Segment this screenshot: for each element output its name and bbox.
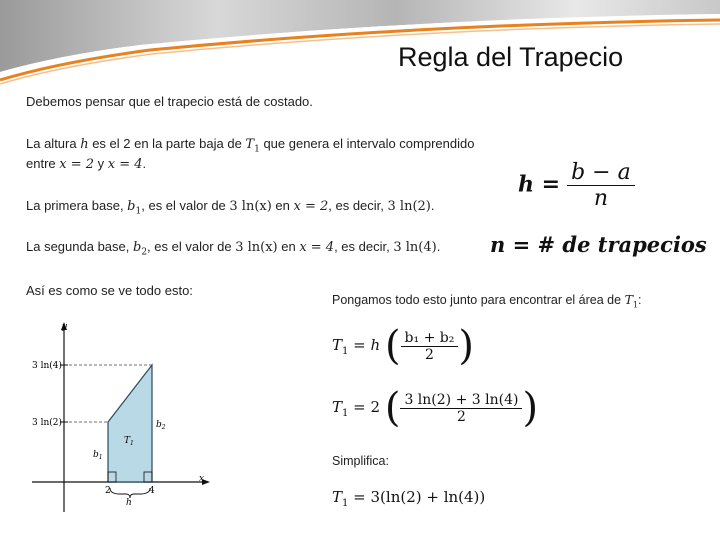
equation-3-rhs: = 3(ln(2) + ln(4))	[348, 488, 486, 506]
equation-1-eq: = h	[348, 336, 381, 354]
equation-2-fraction	[400, 392, 522, 425]
equation-2-denominator: 2	[456, 408, 466, 425]
formula-h	[518, 160, 635, 211]
text-fragment: .	[142, 156, 147, 171]
math-x-eq-4: x = 4	[107, 157, 143, 172]
h-brace	[110, 488, 150, 498]
right-paren: )	[458, 323, 474, 369]
equation-1-numerator: b₁ + b₂	[401, 330, 459, 347]
left-paren: (	[384, 385, 401, 431]
b1-letter: b	[93, 450, 99, 460]
math-subscript: 1	[254, 144, 260, 155]
equation-2-eq: = 2	[348, 398, 381, 416]
formula-h-denominator: n	[593, 186, 608, 211]
b2-letter: b	[156, 420, 162, 430]
trapezoid-graph	[26, 320, 216, 520]
math-x-value: x = 2	[293, 199, 329, 214]
math-T: T	[332, 488, 343, 506]
text-line-2b	[26, 154, 146, 174]
math-function: 3 ln(x)	[235, 240, 278, 255]
math-subscript: 1	[342, 408, 349, 419]
right-paren: )	[522, 385, 539, 431]
math-subscript: 1	[135, 206, 142, 217]
y-tick-label-mid: 3 ln(2)	[32, 418, 63, 428]
equation-1-fraction	[401, 330, 459, 363]
math-T: T	[245, 137, 255, 152]
steps-intro	[332, 290, 641, 315]
x-axis-label: x	[199, 474, 205, 484]
b2-label	[156, 420, 166, 431]
equation-2	[332, 385, 539, 431]
b1-subscript: 1	[98, 454, 103, 461]
text-fragment: .	[430, 198, 435, 213]
trapezoid-T1	[108, 365, 152, 482]
text-fragment: La altura	[26, 136, 81, 151]
text-fragment: entre	[26, 156, 60, 171]
text-fragment: , es decir,	[334, 239, 394, 254]
x-tick-label-4: 4	[149, 486, 155, 496]
math-T: T	[624, 292, 633, 307]
math-T: T	[332, 398, 343, 416]
T1-subscript: 1	[130, 440, 134, 447]
text-fragment: y	[94, 156, 108, 171]
text-fragment: en	[271, 198, 294, 213]
T1-letter: T	[124, 436, 131, 446]
b1-label	[93, 450, 103, 461]
equation-3	[332, 488, 485, 509]
text-fragment: , es el valor de	[141, 198, 230, 213]
text-fragment: Pongamos todo esto junto para encontrar el área de	[332, 293, 625, 307]
math-subscript: 1	[342, 498, 349, 509]
slide-title: Regla del Trapecio	[398, 42, 624, 72]
left-paren: (	[384, 323, 401, 369]
math-h: h	[80, 137, 89, 152]
math-subscript: 2	[141, 247, 148, 258]
formula-h-lhs: h =	[518, 171, 561, 198]
text-line-3	[26, 196, 435, 222]
math-subscript: 1	[342, 346, 349, 357]
text-fragment: La primera base,	[26, 198, 128, 213]
math-x-eq-2: x = 2	[59, 157, 95, 172]
equation-2-numerator: 3 ln(2) + 3 ln(4)	[400, 392, 522, 409]
math-function: 3 ln(x)	[229, 199, 272, 214]
formula-n: n = # de trapecios	[490, 232, 707, 257]
h-label: h	[126, 498, 132, 508]
math-value: 3 ln(2)	[387, 199, 431, 214]
math-value: 3 ln(4)	[393, 240, 437, 255]
text-fragment: .	[436, 239, 441, 254]
y-tick-label-top: 3 ln(4)	[32, 361, 63, 371]
formula-h-fraction	[567, 160, 635, 211]
math-b: b	[132, 240, 142, 255]
text-fragment: :	[638, 293, 642, 307]
math-T: T	[332, 336, 343, 354]
simplify-label: Simplifica:	[332, 454, 389, 468]
x-tick-label-2: 2	[105, 486, 111, 496]
text-fragment: La segunda base,	[26, 239, 133, 254]
math-b: b	[127, 199, 136, 214]
math-x-value: x = 4	[299, 240, 335, 255]
text-line-1: Debemos pensar que el trapecio está de costado.	[26, 94, 313, 109]
formula-h-numerator: b − a	[567, 160, 635, 186]
math-subscript: 1	[632, 300, 638, 310]
text-fragment: , es decir,	[328, 198, 388, 213]
text-fragment: es el 2 en la parte baja de	[88, 136, 246, 151]
text-fragment: en	[277, 239, 300, 254]
text-fragment: , es el valor de	[147, 239, 236, 254]
equation-1	[332, 323, 474, 369]
text-fragment: que genera el intervalo comprendido	[259, 136, 475, 151]
y-axis-label: y	[62, 322, 68, 332]
text-line-5: Así es como se ve todo esto:	[26, 283, 193, 298]
b2-subscript: 2	[161, 424, 166, 431]
equation-1-denominator: 2	[424, 346, 434, 363]
text-line-4	[26, 237, 440, 263]
